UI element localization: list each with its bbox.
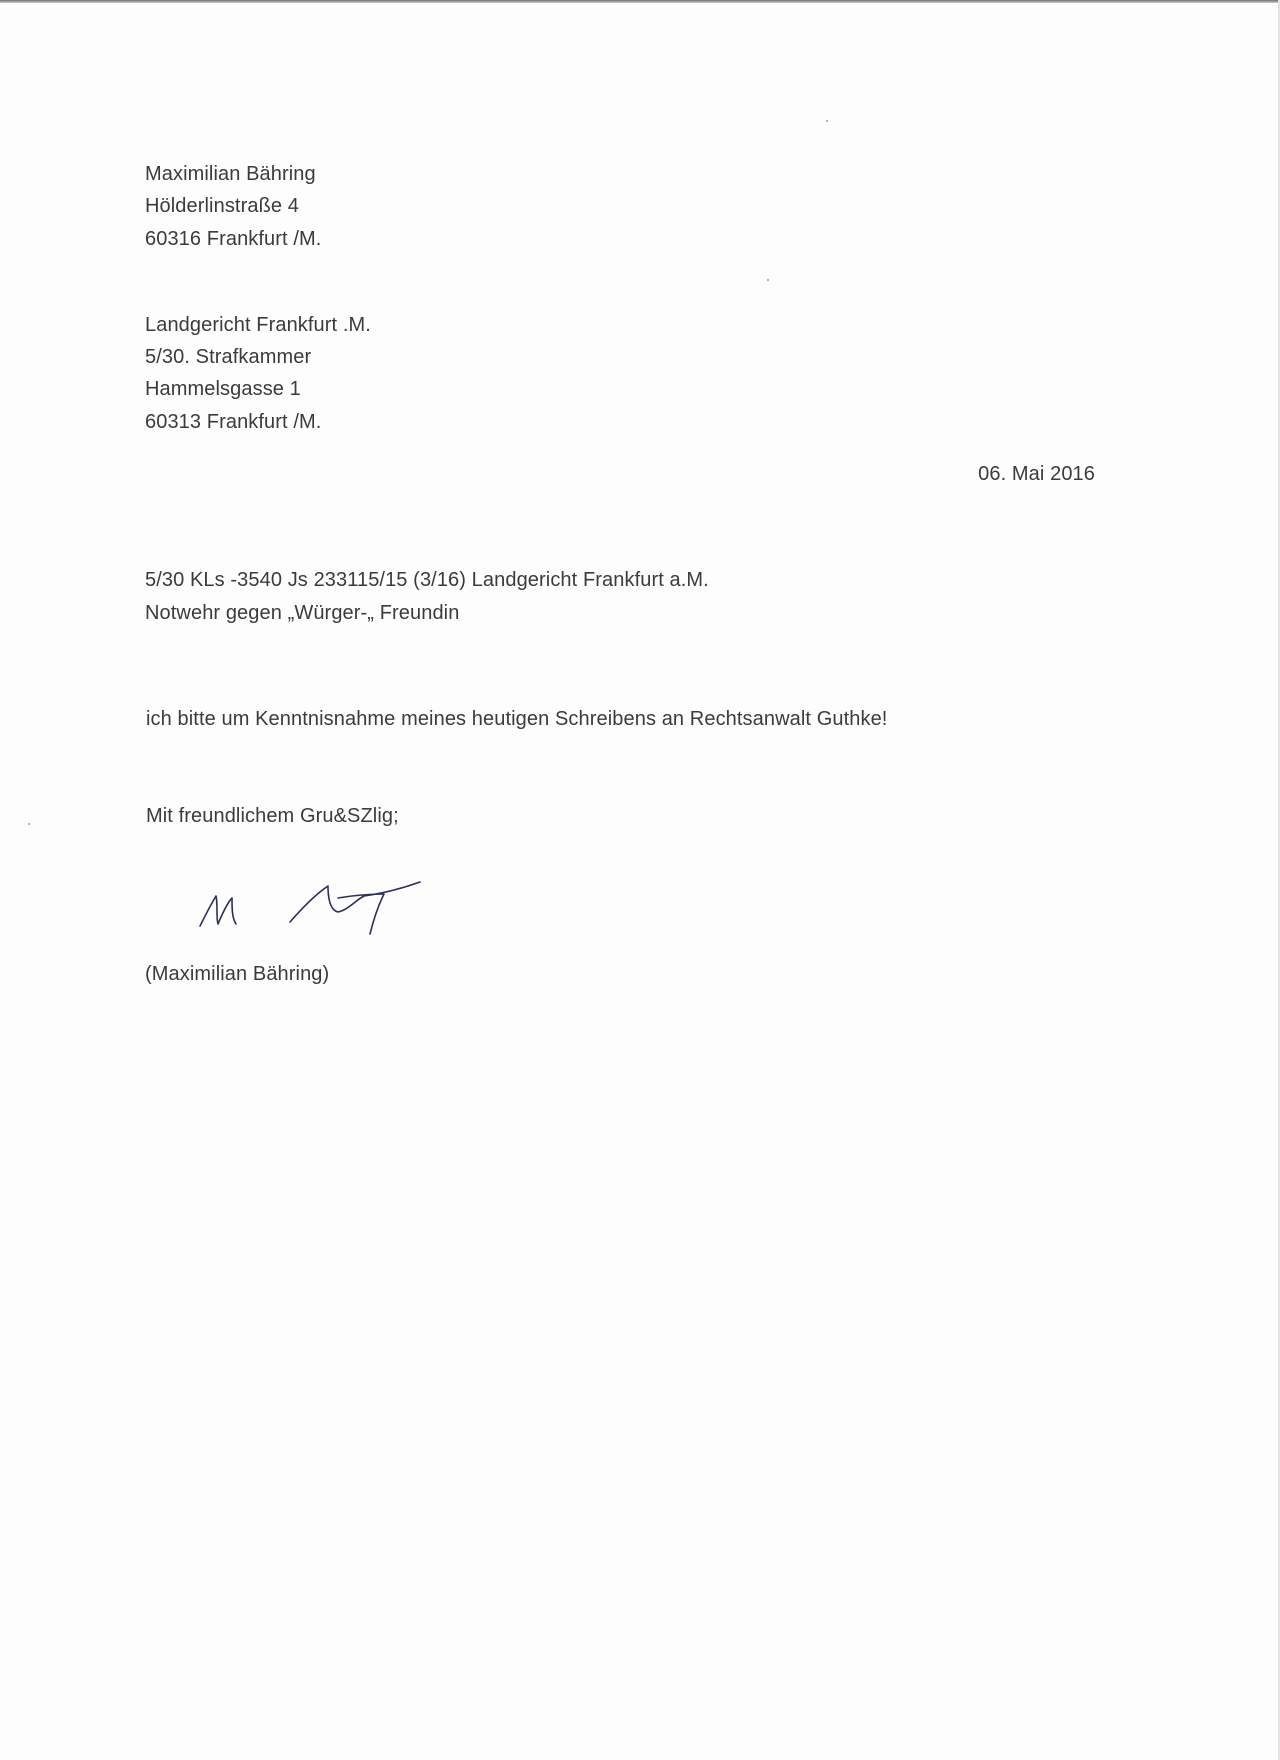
handwritten-signature [188, 874, 478, 944]
subject-reference: 5/30 KLs -3540 Js 233115/15 (3/16) Landgericht Frankfurt a.M. [145, 569, 709, 591]
sender-city: 60316 Frankfurt /M. [145, 228, 322, 250]
recipient-court: Landgericht Frankfurt .M. [145, 314, 371, 336]
subject-topic: Notwehr gegen „Würger-„ Freundin [145, 602, 460, 624]
closing-greeting: Mit freundlichem Gru&SZlig; [146, 805, 399, 827]
sender-name: Maximilian Bähring [145, 163, 316, 185]
recipient-street: Hammelsgasse 1 [145, 378, 301, 400]
recipient-city: 60313 Frankfurt /M. [145, 411, 322, 433]
recipient-chamber: 5/30. Strafkammer [145, 346, 312, 368]
letter-date: 06. Mai 2016 [978, 463, 1095, 485]
scan-speck [767, 279, 769, 281]
scan-speck [28, 823, 30, 825]
scan-speck [826, 120, 828, 122]
signer-name: (Maximilian Bähring) [145, 963, 330, 985]
sender-street: Hölderlinstraße 4 [145, 195, 299, 217]
body-text: ich bitte um Kenntnisnahme meines heutigen Schreibens an Rechtsanwalt Guthke! [146, 708, 888, 730]
scan-edge-top [0, 0, 1280, 3]
